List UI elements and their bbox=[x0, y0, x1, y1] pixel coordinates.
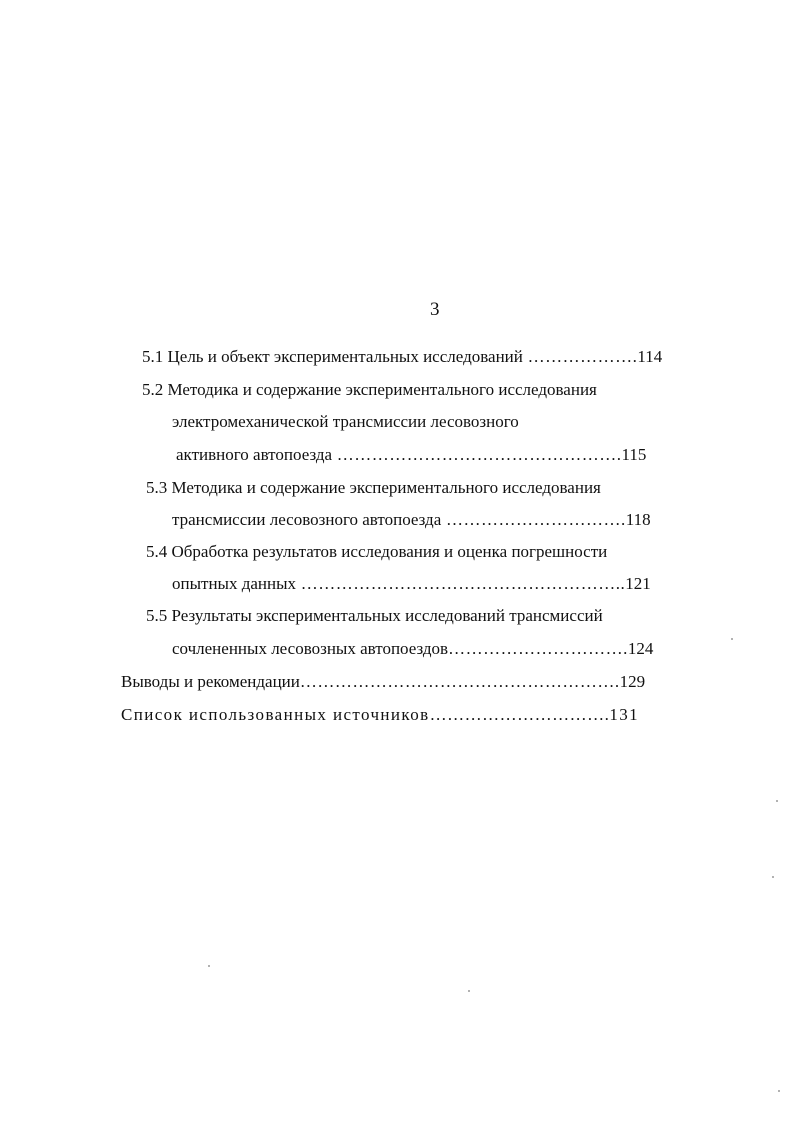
toc-entry-title: Выводы и рекомендации bbox=[121, 672, 300, 691]
toc-page-ref: 129 bbox=[619, 672, 646, 691]
toc-entry-5-5 bbox=[146, 605, 603, 627]
toc-entry-title: электромеханической трансмиссии лесовозного bbox=[172, 412, 519, 431]
toc-page-ref: 114 bbox=[637, 347, 663, 366]
toc-entry-title: 5.2 Методика и содержание экспериментального исследования bbox=[142, 380, 597, 399]
toc-page-ref: 118 bbox=[625, 510, 651, 529]
toc-entry-5-5-continuation bbox=[172, 638, 653, 660]
toc-entry-title: сочлененных лесовозных автопоездов bbox=[172, 639, 449, 658]
toc-entry-title: активного автопоезда bbox=[176, 445, 333, 464]
toc-entry-title: 5.4 Обработка результатов исследования и оценка погрешности bbox=[146, 542, 608, 561]
toc-page-ref: 124 bbox=[627, 639, 654, 658]
toc-entry-title: 5.3 Методика и содержание экспериментального исследования bbox=[146, 478, 601, 497]
toc-entry-conclusions bbox=[121, 671, 645, 693]
scan-speck bbox=[468, 990, 470, 992]
scan-speck bbox=[778, 1090, 780, 1092]
toc-entry-5-4 bbox=[146, 541, 607, 563]
toc-entry-5-2-continuation bbox=[176, 444, 646, 466]
toc-leader-dots: …………………………. bbox=[448, 639, 628, 658]
toc-entry-5-2-continuation bbox=[172, 411, 519, 433]
toc-entry-references bbox=[121, 704, 639, 726]
toc-leader-dots: …………………………………………. bbox=[332, 445, 622, 464]
toc-leader-dots: ………………. bbox=[522, 347, 638, 366]
toc-entry-title: опытных данных bbox=[172, 574, 297, 593]
toc-page-ref: 131 bbox=[609, 705, 640, 724]
toc-entry-title: трансмиссии лесовозного автопоезда bbox=[172, 510, 442, 529]
toc-leader-dots: ………………………………………………. bbox=[299, 672, 620, 691]
toc-entry-5-1 bbox=[142, 346, 662, 368]
toc-page-ref: 115 bbox=[621, 445, 647, 464]
toc-entry-title: 5.5 Результаты экспериментальных исследований трансмиссий bbox=[146, 606, 603, 625]
toc-entry-5-3 bbox=[146, 477, 601, 499]
page-number: 3 bbox=[430, 299, 440, 320]
toc-entry-title: Список использованных источников bbox=[121, 705, 430, 724]
scan-speck bbox=[731, 638, 733, 640]
toc-page-ref: 121 bbox=[625, 574, 651, 593]
toc-entry-5-4-continuation bbox=[172, 573, 651, 595]
scan-speck bbox=[776, 800, 778, 802]
toc-leader-dots: …………………………. bbox=[429, 705, 610, 724]
toc-entry-5-3-continuation bbox=[172, 509, 651, 531]
toc-leader-dots: ……………………………………………….. bbox=[296, 574, 626, 593]
toc-entry-title: 5.1 Цель и объект экспериментальных исследований bbox=[142, 347, 523, 366]
toc-leader-dots: …………………………. bbox=[441, 510, 626, 529]
scan-speck bbox=[208, 965, 210, 967]
toc-entry-5-2 bbox=[142, 379, 597, 401]
scan-speck bbox=[772, 876, 774, 878]
